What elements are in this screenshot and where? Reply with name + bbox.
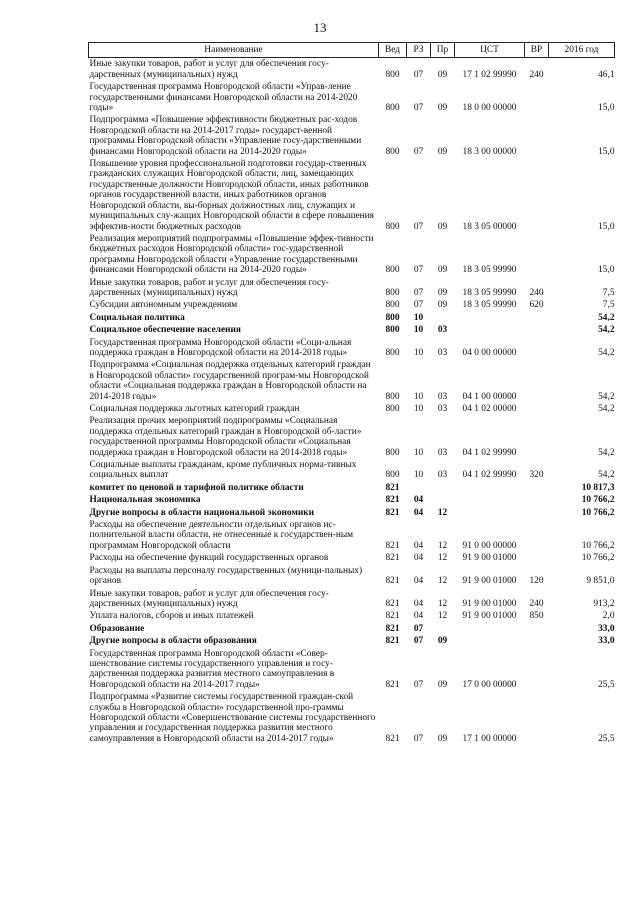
cell-rz: 07 bbox=[413, 69, 424, 80]
cell-name: Иные закупки товаров, работ и услуг для обеспечения госу-дарственных (муниципальных) нужд bbox=[89, 588, 329, 609]
cell-pr: 09 bbox=[437, 300, 448, 311]
cell-name: Образование bbox=[89, 623, 145, 634]
cell-cst: 91 9 00 01000 bbox=[462, 576, 517, 587]
cell-vr bbox=[525, 648, 549, 692]
table-row bbox=[89, 588, 615, 611]
cell-pr: 09 bbox=[437, 265, 448, 276]
cell-ved: 800 bbox=[385, 391, 400, 402]
cell-rz: 07 bbox=[413, 623, 424, 634]
cell-pr: 12 bbox=[437, 540, 448, 551]
cell-ved: 800 bbox=[385, 300, 400, 311]
cell-sum: 33,0 bbox=[598, 636, 615, 647]
cell-cst: 18 3 00 00000 bbox=[462, 146, 517, 157]
table-row bbox=[89, 58, 615, 81]
cell-sum: 54,2 bbox=[598, 447, 615, 458]
cell-ved: 800 bbox=[385, 221, 400, 232]
table-header-row bbox=[89, 43, 615, 58]
cell-rz: 10 bbox=[413, 404, 424, 414]
cell-cst: 04 0 00 00000 bbox=[462, 347, 517, 358]
table-row bbox=[89, 648, 615, 692]
cell-sum: 10 766,2 bbox=[581, 495, 615, 506]
cell-cst: 04 1 02 00000 bbox=[462, 404, 517, 414]
cell-sum: 25,5 bbox=[598, 733, 615, 744]
table-row bbox=[89, 494, 615, 506]
cell-cst: 17 0 00 00000 bbox=[462, 679, 517, 690]
cell-sum: 54,2 bbox=[598, 391, 615, 402]
cell-ved: 821 bbox=[385, 598, 400, 609]
table-row bbox=[89, 277, 615, 300]
header-cst: ЦСТ bbox=[455, 43, 525, 58]
cell-name: Субсидии автономным учреждениям bbox=[89, 300, 238, 311]
cell-pr: 12 bbox=[437, 553, 448, 564]
table-row bbox=[89, 81, 615, 114]
cell-cst: 18 3 05 99990 bbox=[462, 287, 517, 298]
cell-name: Государственная программа Новгородской области «Соци-альная поддержка граждан в Новгородской области на 2014-2018 годы» bbox=[89, 337, 352, 358]
table-row bbox=[89, 324, 615, 336]
cell-rz: 07 bbox=[413, 221, 424, 232]
cell-sum: 15,0 bbox=[598, 221, 615, 232]
table-row bbox=[89, 565, 615, 588]
cell-vr: 120 bbox=[529, 576, 544, 587]
cell-vr bbox=[525, 494, 549, 506]
cell-cst: 91 0 00 00000 bbox=[462, 540, 517, 551]
cell-pr: 09 bbox=[437, 287, 448, 298]
cell-vr: 850 bbox=[529, 611, 544, 622]
cell-vr bbox=[525, 359, 549, 403]
cell-name: Расходы на выплаты персоналу государственных (муници-пальных) органов bbox=[89, 565, 363, 587]
cell-rz: 10 bbox=[413, 447, 424, 458]
cell-name: Социальные выплаты гражданам, кроме публичных норма-тивных социальных выплат bbox=[89, 460, 357, 481]
table-row bbox=[89, 552, 615, 564]
cell-ved: 800 bbox=[385, 265, 400, 276]
cell-pr: 09 bbox=[437, 146, 448, 157]
cell-rz: 04 bbox=[413, 540, 424, 551]
cell-rz: 07 bbox=[413, 103, 424, 114]
cell-sum: 10 766,2 bbox=[581, 540, 615, 551]
budget-table bbox=[88, 42, 615, 745]
cell-vr bbox=[525, 324, 549, 336]
cell-name: Социальная поддержка льготных категорий граждан bbox=[89, 404, 300, 414]
cell-rz: 04 bbox=[413, 576, 424, 587]
cell-rz: 07 bbox=[413, 679, 424, 690]
cell-sum: 15,0 bbox=[598, 265, 615, 276]
cell-name: Реализация мероприятий подпрограммы «Повышение эффек-тивности бюджетных расходов Новгородской области» гос-ударственной программы Новгородской области «Управление государственными финансами Новгородской области на 2014-2020 годы» bbox=[89, 233, 374, 276]
cell-vr: 240 bbox=[529, 69, 544, 80]
cell-cst: 04 1 02 99990 bbox=[462, 470, 517, 481]
cell-pr: 03 bbox=[437, 470, 448, 481]
cell-name: Иные закупки товаров, работ и услуг для обеспечения госу-дарственных (муниципальных) нужд bbox=[89, 277, 329, 298]
cell-pr: 12 bbox=[437, 598, 448, 609]
cell-name: комитет по ценовой и тарифной политике области bbox=[89, 482, 304, 493]
cell-name: Другие вопросы в области национальной экономики bbox=[89, 507, 315, 518]
cell-pr: 03 bbox=[437, 391, 448, 402]
cell-sum: 46,1 bbox=[598, 69, 615, 80]
cell-rz: 10 bbox=[413, 470, 424, 481]
cell-pr: 12 bbox=[437, 611, 448, 622]
cell-name: Подпрограмма «Социальная поддержка отдельных категорий граждан в Новгородской области» государственной програм-мы Новгородской области «Социальная поддержка граждан в Новгородской области на 2014-2018 годы» bbox=[89, 360, 371, 402]
cell-rz: 04 bbox=[413, 598, 424, 609]
cell-ved: 800 bbox=[385, 287, 400, 298]
cell-vr bbox=[525, 158, 549, 233]
cell-sum: 54,2 bbox=[598, 470, 615, 481]
header-rz: РЗ bbox=[407, 43, 431, 58]
table-row bbox=[89, 114, 615, 158]
cell-ved: 800 bbox=[385, 69, 400, 80]
cell-pr bbox=[431, 623, 455, 635]
cell-rz: 07 bbox=[413, 287, 424, 298]
cell-name: Уплата налогов, сборов и иных платежей bbox=[89, 611, 254, 622]
cell-sum: 15,0 bbox=[598, 103, 615, 114]
table-row bbox=[89, 623, 615, 635]
cell-vr: 320 bbox=[529, 470, 544, 481]
cell-rz: 07 bbox=[413, 733, 424, 744]
page-number: 13 bbox=[313, 20, 327, 35]
cell-pr: 09 bbox=[437, 733, 448, 744]
cell-pr: 12 bbox=[437, 507, 448, 518]
cell-sum: 15,0 bbox=[598, 146, 615, 157]
cell-cst: 91 9 00 01000 bbox=[462, 611, 517, 622]
table-row bbox=[89, 337, 615, 360]
cell-ved: 821 bbox=[385, 495, 400, 506]
cell-name: Расходы на обеспечение деятельности отдельных органов ис-полнительной власти области, не отнесенные к государствен-ным программам Новгородской области bbox=[89, 520, 354, 551]
cell-name: Подпрограмма «Развитие системы государственной граждан-ской службы в Новгородской области» государственной про-граммы Новгородской области «Совершенствование системы государственного управления и государственная поддержка развития местного самоуправления в Новгородской области на 2014-2017 годы» bbox=[89, 692, 376, 744]
cell-name: Государственная программа Новгородской области «Управ-ление государственными финансами Новгородской области на 2014-2020 годы» bbox=[89, 82, 358, 114]
cell-name: Государственная программа Новгородской области «Совер-шенствование системы государственного управления и госу-дарственная поддержка развития местного самоуправления в Новгородской области на 2014-2017 годы» bbox=[89, 648, 335, 690]
cell-pr bbox=[431, 312, 455, 324]
cell-name: Социальное обеспечение населения bbox=[89, 325, 241, 336]
cell-name: Подпрограмма «Повышение эффективности бюджетных рас-ходов Новгородской области на 2014-2017 годы» государст-венной программы Новгородской области «Управление госу-дарственными финансами Новгородской области на 2014-2020 годы» bbox=[89, 115, 362, 157]
cell-name: Другие вопросы в области образования bbox=[89, 636, 257, 647]
cell-sum: 913,2 bbox=[593, 598, 615, 609]
table-row bbox=[89, 359, 615, 403]
cell-sum: 33,0 bbox=[598, 623, 615, 634]
cell-cst bbox=[455, 623, 525, 635]
cell-ved: 821 bbox=[385, 733, 400, 744]
table-row bbox=[89, 312, 615, 324]
cell-sum: 10 766,2 bbox=[581, 507, 615, 518]
table-row bbox=[89, 691, 615, 745]
cell-rz: 04 bbox=[413, 611, 424, 622]
cell-cst: 04 1 00 00000 bbox=[462, 391, 517, 402]
table-row bbox=[89, 403, 615, 415]
cell-vr bbox=[525, 81, 549, 114]
cell-name: Социальная политика bbox=[89, 312, 185, 323]
cell-vr bbox=[525, 233, 549, 277]
cell-ved: 800 bbox=[385, 103, 400, 114]
cell-ved: 800 bbox=[385, 312, 400, 323]
cell-sum: 25,5 bbox=[598, 679, 615, 690]
cell-cst: 91 9 00 01000 bbox=[462, 598, 517, 609]
cell-rz: 10 bbox=[413, 312, 424, 323]
cell-rz: 07 bbox=[413, 146, 424, 157]
cell-ved: 821 bbox=[385, 576, 400, 587]
cell-cst: 18 3 05 99990 bbox=[462, 265, 517, 276]
cell-cst: 18 0 00 00000 bbox=[462, 103, 517, 114]
cell-rz: 07 bbox=[413, 265, 424, 276]
cell-name: Повышение уровня профессиональной подготовки государ-ственных гражданских служащих Новгородской области, лиц, замещающих государственные должности Новгородской области, иных работников органов государственной власти, иных работников органов Новгородской области, вы-борных должностных лиц, служащих и муниципальных слу-жащих Новгородской области в сфере повышения эффектив-ности бюджетных расходов bbox=[89, 159, 374, 232]
cell-vr: 240 bbox=[529, 287, 544, 298]
cell-cst: 17 1 02 99990 bbox=[462, 69, 517, 80]
cell-sum: 54,2 bbox=[598, 404, 615, 414]
cell-vr bbox=[525, 415, 549, 459]
cell-ved: 821 bbox=[385, 623, 400, 634]
cell-ved: 821 bbox=[385, 540, 400, 551]
cell-name: Расходы на обеспечение функций государственных органов bbox=[89, 553, 329, 564]
table-row bbox=[89, 519, 615, 552]
cell-pr: 12 bbox=[437, 576, 448, 587]
cell-cst bbox=[455, 312, 525, 324]
cell-vr bbox=[525, 635, 549, 647]
cell-sum: 10 766,2 bbox=[581, 553, 615, 564]
cell-sum: 7,5 bbox=[602, 287, 615, 298]
cell-sum: 54,2 bbox=[598, 312, 615, 323]
cell-pr: 09 bbox=[437, 69, 448, 80]
table-row bbox=[89, 482, 615, 494]
header-year: 2016 год bbox=[549, 43, 615, 58]
cell-name: Национальная экономика bbox=[89, 495, 201, 506]
table-row bbox=[89, 507, 615, 519]
cell-vr bbox=[525, 312, 549, 324]
table-row bbox=[89, 233, 615, 277]
cell-pr: 09 bbox=[437, 103, 448, 114]
cell-vr bbox=[525, 552, 549, 564]
cell-ved: 821 bbox=[385, 679, 400, 690]
cell-cst bbox=[455, 635, 525, 647]
cell-rz: 10 bbox=[413, 347, 424, 358]
cell-pr bbox=[431, 494, 455, 506]
cell-pr bbox=[431, 482, 455, 494]
cell-name: Иные закупки товаров, работ и услуг для обеспечения госу-дарственных (муниципальных) нужд bbox=[89, 59, 329, 80]
cell-rz: 04 bbox=[413, 553, 424, 564]
cell-vr bbox=[525, 623, 549, 635]
cell-cst: 91 9 00 01000 bbox=[462, 553, 517, 564]
cell-cst bbox=[455, 507, 525, 519]
cell-pr: 03 bbox=[437, 325, 448, 336]
cell-sum: 7,5 bbox=[602, 300, 615, 311]
cell-ved: 821 bbox=[385, 482, 400, 493]
cell-sum: 9 851,0 bbox=[586, 576, 615, 587]
table-row bbox=[89, 459, 615, 482]
header-name: Наименование bbox=[89, 43, 379, 58]
cell-vr bbox=[525, 114, 549, 158]
cell-vr bbox=[525, 482, 549, 494]
cell-vr: 620 bbox=[529, 300, 544, 311]
cell-rz bbox=[407, 482, 431, 494]
cell-ved: 821 bbox=[385, 507, 400, 518]
cell-name: Реализация прочих мероприятий подпрограммы «Социальная поддержка отдельных категорий граждан в Новгородской об-ласти» государственной программы Новгородской области «Социальная поддержка граждан в Новгородской области на 2014-2018 годы» bbox=[89, 416, 362, 458]
cell-cst: 17 1 00 00000 bbox=[462, 733, 517, 744]
cell-ved: 800 bbox=[385, 470, 400, 481]
cell-vr bbox=[525, 691, 549, 745]
cell-cst: 04 1 02 99990 bbox=[462, 447, 517, 458]
cell-cst bbox=[455, 324, 525, 336]
cell-rz: 10 bbox=[413, 325, 424, 336]
table-row bbox=[89, 415, 615, 459]
cell-ved: 821 bbox=[385, 611, 400, 622]
header-vr: ВР bbox=[525, 43, 549, 58]
table-row bbox=[89, 610, 615, 622]
cell-rz: 10 bbox=[413, 391, 424, 402]
cell-pr: 09 bbox=[437, 636, 448, 647]
cell-cst bbox=[455, 494, 525, 506]
cell-rz: 04 bbox=[413, 495, 424, 506]
cell-rz: 07 bbox=[413, 300, 424, 311]
cell-ved: 800 bbox=[385, 146, 400, 157]
cell-pr: 03 bbox=[437, 447, 448, 458]
header-pr: Пр bbox=[431, 43, 455, 58]
cell-pr: 03 bbox=[437, 404, 448, 414]
cell-ved: 800 bbox=[385, 325, 400, 336]
cell-rz: 04 bbox=[413, 507, 424, 518]
cell-vr bbox=[525, 337, 549, 360]
cell-sum: 2,0 bbox=[602, 611, 615, 622]
cell-ved: 821 bbox=[385, 636, 400, 647]
cell-ved: 800 bbox=[385, 404, 400, 414]
cell-ved: 800 bbox=[385, 447, 400, 458]
cell-pr: 09 bbox=[437, 221, 448, 232]
cell-cst: 18 3 05 99990 bbox=[462, 300, 517, 311]
cell-cst: 18 3 05 00000 bbox=[462, 221, 517, 232]
cell-sum: 54,2 bbox=[598, 325, 615, 336]
cell-sum: 54,2 bbox=[598, 347, 615, 358]
cell-ved: 800 bbox=[385, 347, 400, 358]
cell-pr: 09 bbox=[437, 679, 448, 690]
table-row bbox=[89, 158, 615, 233]
header-ved: Вед bbox=[379, 43, 407, 58]
cell-rz: 07 bbox=[413, 636, 424, 647]
cell-vr bbox=[525, 507, 549, 519]
table-row bbox=[89, 635, 615, 647]
table-row bbox=[89, 299, 615, 311]
cell-vr bbox=[525, 403, 549, 415]
cell-ved: 821 bbox=[385, 553, 400, 564]
cell-cst bbox=[455, 482, 525, 494]
cell-vr: 240 bbox=[529, 598, 544, 609]
cell-sum: 10 817,3 bbox=[581, 482, 615, 493]
cell-pr: 03 bbox=[437, 347, 448, 358]
cell-vr bbox=[525, 519, 549, 552]
